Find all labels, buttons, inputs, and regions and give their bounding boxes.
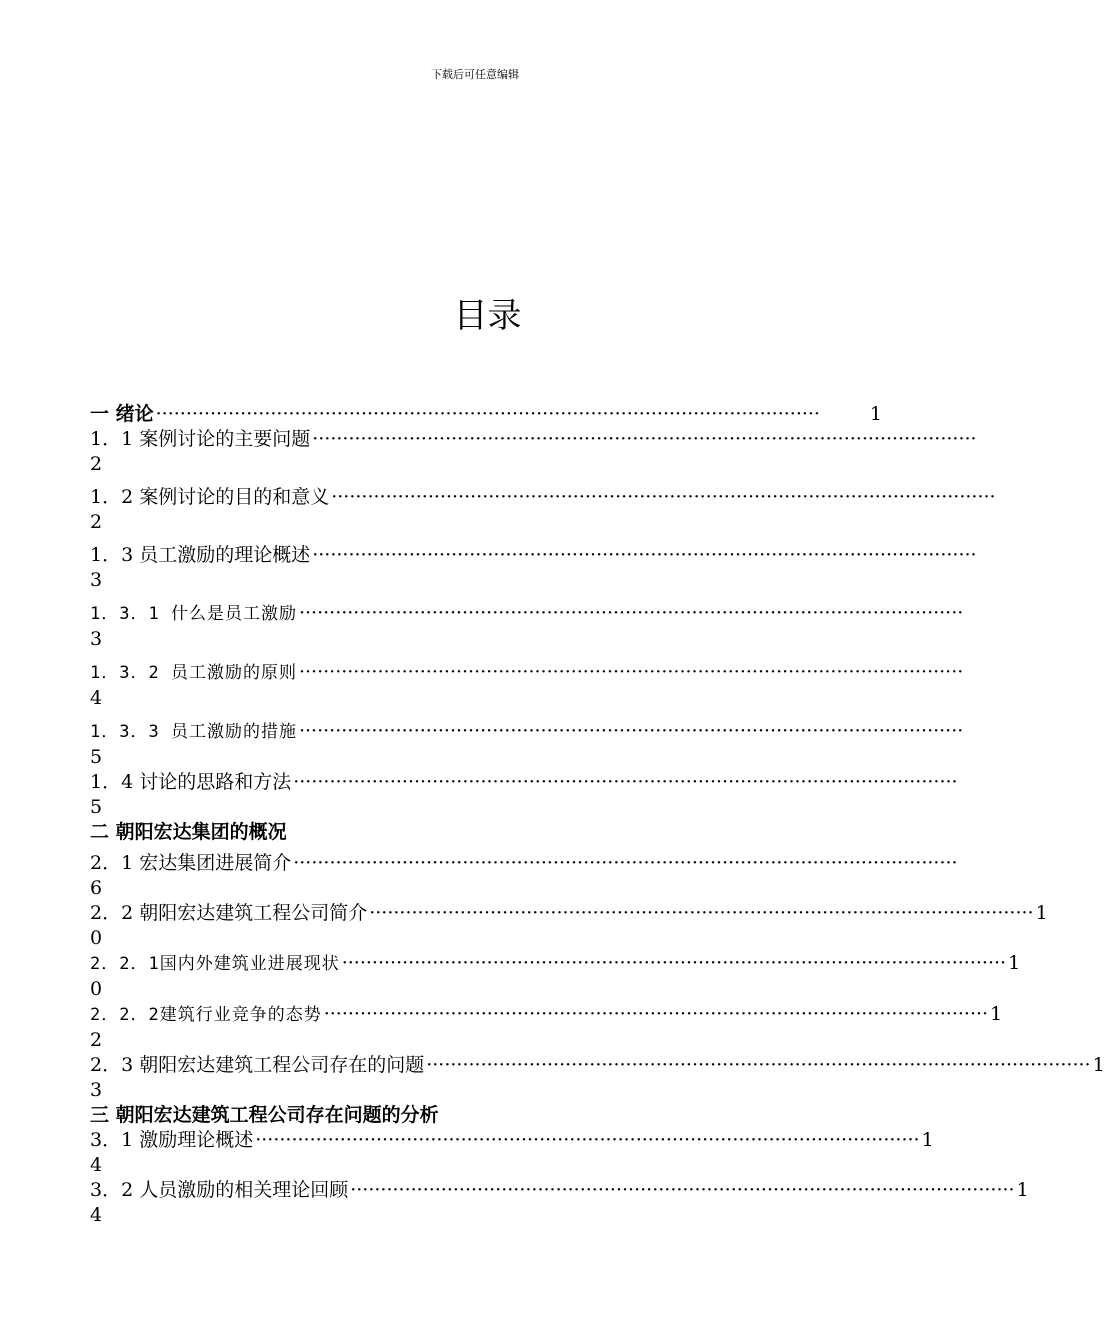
toc-entry-label: 1．3．3 员工激励的措施 bbox=[90, 722, 297, 742]
dot-leader: ·············································································································· bbox=[341, 952, 1007, 974]
toc-entry-page: 3 bbox=[90, 569, 103, 591]
toc-entry-label: 3．1 激励理论概述 bbox=[90, 1129, 254, 1151]
toc-entry-label: 3．2 人员激励的相关理论回顾 bbox=[90, 1179, 349, 1201]
toc-entry[interactable] bbox=[90, 601, 964, 652]
toc-entry-label: 2．2．1国内外建筑业进展现状 bbox=[90, 954, 340, 974]
toc-entry-label: 2．2．2建筑行业竞争的态势 bbox=[90, 1005, 322, 1025]
dot-leader: ·············································································································· bbox=[293, 771, 958, 793]
toc-entry-label: 2．1 宏达集团进展简介 bbox=[90, 852, 292, 874]
dot-leader: ·············································································································· bbox=[369, 902, 1034, 924]
dot-leader: ·············································································································· bbox=[312, 428, 977, 450]
toc-entry[interactable] bbox=[90, 820, 882, 845]
toc-entry[interactable] bbox=[90, 402, 882, 427]
toc-entry-page: 5 bbox=[90, 746, 103, 768]
toc-title: 目录 bbox=[453, 296, 522, 336]
dot-leader: ·············································································································· bbox=[323, 1003, 989, 1025]
table-of-contents bbox=[90, 402, 1105, 1228]
toc-entry-page-cont: 4 bbox=[90, 1154, 103, 1176]
toc-entry[interactable] bbox=[90, 1178, 1029, 1228]
toc-entry-page: 1 bbox=[1092, 1054, 1105, 1076]
toc-entry[interactable] bbox=[90, 660, 964, 711]
toc-entry-page: 1 bbox=[921, 1129, 934, 1151]
toc-entry-label: 二 朝阳宏达集团的概况 bbox=[90, 821, 287, 843]
dot-leader: ·············································································································· bbox=[312, 544, 977, 566]
toc-entry[interactable] bbox=[90, 770, 958, 820]
toc-entry-page: 5 bbox=[90, 796, 103, 818]
toc-entry-label: 1．2 案例讨论的目的和意义 bbox=[90, 486, 330, 508]
dot-leader: ·············································································································· bbox=[331, 486, 996, 508]
toc-entry-page: 2 bbox=[90, 511, 103, 533]
toc-entry-page: 1 bbox=[990, 1003, 1003, 1025]
toc-entry-label: 2．2 朝阳宏达建筑工程公司简介 bbox=[90, 902, 368, 924]
dot-leader: ·············································································································· bbox=[255, 1129, 920, 1151]
toc-entry-label: 1．4 讨论的思路和方法 bbox=[90, 771, 292, 793]
toc-entry-page: 3 bbox=[90, 628, 103, 650]
toc-entry-page: 1 bbox=[1016, 1179, 1029, 1201]
page-header: 下载后可任意编辑 bbox=[431, 68, 519, 81]
dot-leader: ·············································································································· bbox=[293, 852, 958, 874]
toc-entry-label: 1．3．1 什么是员工激励 bbox=[90, 604, 297, 624]
toc-entry[interactable] bbox=[90, 427, 977, 477]
toc-entry-page: 1 bbox=[869, 403, 882, 425]
dot-leader: ·············································································································· bbox=[155, 403, 820, 425]
toc-entry-label: 一 绪论 bbox=[90, 403, 154, 425]
toc-entry-label: 三 朝阳宏达建筑工程公司存在问题的分析 bbox=[90, 1104, 439, 1126]
toc-entry[interactable] bbox=[90, 1103, 882, 1128]
toc-entry-page-cont: 0 bbox=[90, 978, 103, 1000]
toc-entry-page-cont: 2 bbox=[90, 1029, 103, 1051]
toc-entry[interactable] bbox=[90, 851, 958, 901]
dot-leader: ·············································································································· bbox=[426, 1054, 1091, 1076]
toc-entry-label: 1．3．2 员工激励的原则 bbox=[90, 663, 297, 683]
toc-entry-label: 1．3 员工激励的理论概述 bbox=[90, 544, 311, 566]
dot-leader: ·············································································································· bbox=[350, 1179, 1015, 1201]
dot-leader: ·············································································································· bbox=[298, 602, 964, 624]
toc-entry-page: 1 bbox=[1035, 902, 1048, 924]
toc-entry-page-cont: 3 bbox=[90, 1079, 103, 1101]
toc-entry-page: 2 bbox=[90, 453, 103, 475]
toc-entry[interactable] bbox=[90, 901, 1048, 951]
dot-leader: ·············································································································· bbox=[298, 720, 964, 742]
toc-entry-page-cont: 4 bbox=[90, 1204, 103, 1226]
toc-entry[interactable] bbox=[90, 1002, 1003, 1053]
toc-entry-page: 1 bbox=[1008, 952, 1021, 974]
toc-entry[interactable] bbox=[90, 951, 1021, 1002]
toc-entry[interactable] bbox=[90, 543, 977, 593]
toc-entry-page-cont: 0 bbox=[90, 927, 103, 949]
toc-entry[interactable] bbox=[90, 1128, 934, 1178]
toc-entry-label: 1．1 案例讨论的主要问题 bbox=[90, 428, 311, 450]
toc-entry-page: 4 bbox=[90, 687, 103, 709]
toc-entry[interactable] bbox=[90, 719, 964, 770]
toc-entry-label: 2．3 朝阳宏达建筑工程公司存在的问题 bbox=[90, 1054, 425, 1076]
toc-entry[interactable] bbox=[90, 485, 996, 535]
toc-entry[interactable] bbox=[90, 1053, 1105, 1103]
toc-entry-page: 6 bbox=[90, 877, 103, 899]
dot-leader: ·············································································································· bbox=[298, 661, 964, 683]
